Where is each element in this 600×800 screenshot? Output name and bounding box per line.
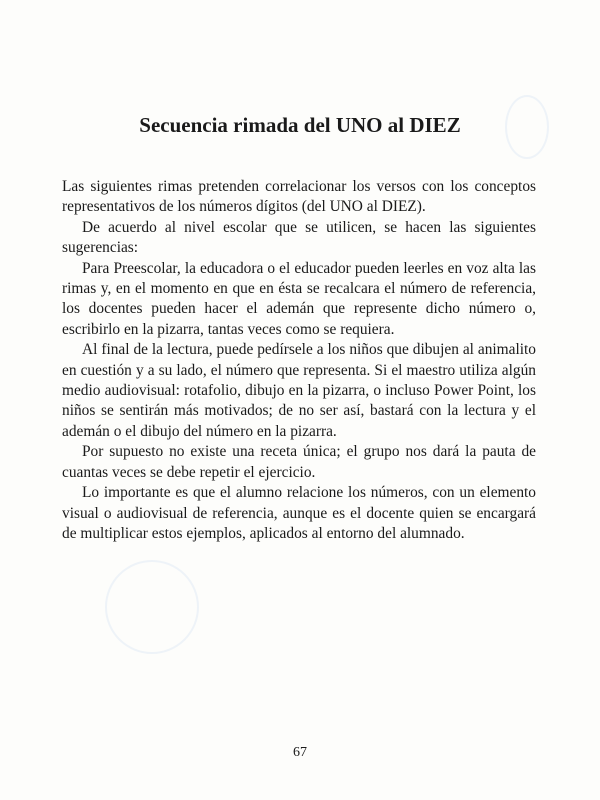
paragraph: Al final de la lectura, puede pedírsele a los niños que dibujen al animalito en cuestión y a su lado, el número que representa. Si el maestro utiliza algún medio audiovisual: rotafolio, dibujo en la pizarra, o incluso Power Point, los niños se sentirán más motivados; de no ser así, bastará con la lectura y el ademán o el dibujo del número en la pizarra. <box>62 341 536 440</box>
paragraph: De acuerdo al nivel escolar que se utilicen, se hacen las siguientes sugerencias: <box>62 218 536 257</box>
paragraph: Las siguientes rimas pretenden correlacionar los versos con los conceptos representativos de los números dígitos (del UNO al DIEZ). <box>62 178 536 216</box>
page-number: 67 <box>293 745 307 760</box>
paragraph: Por supuesto no existe una receta única; el grupo nos dará la pauta de cuantas veces se debe repetir el ejercicio. <box>62 443 536 481</box>
paragraph: Lo importante es que el alumno relacione los números, con un elemento visual o audiovisual de referencia, aunque es el docente quien se encargará de multiplicar estos ejemplos, aplicados al entorno del alumnado. <box>62 484 536 542</box>
body-text <box>62 177 536 544</box>
paragraph: Para Preescolar, la educadora o el educador pueden leerles en voz alta las rimas y, en el momento en que en ésta se recalcara el número de referencia, los docentes pueden hacer el ademán que represente dicho número o, escribirlo en la pizarra, tantas veces como se requiera. <box>62 259 536 338</box>
show-through-shape <box>105 560 199 654</box>
page-title: Secuencia rimada del UNO al DIEZ <box>139 113 461 137</box>
